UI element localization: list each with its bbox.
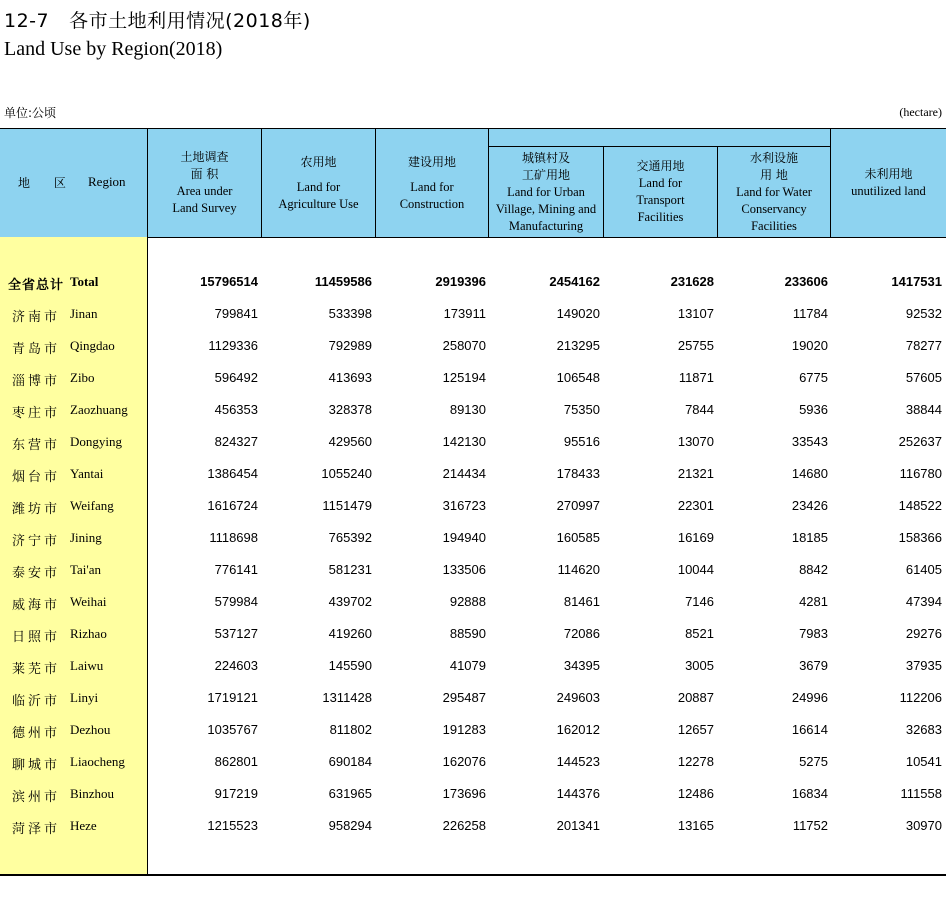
column-header-2 <box>261 129 375 237</box>
table-cell: 20887 <box>677 690 714 705</box>
table-cell: 439702 <box>328 594 372 609</box>
table-cell: 72086 <box>563 626 600 641</box>
table-cell: 8521 <box>685 626 714 641</box>
table-cell: 6775 <box>799 370 828 385</box>
table-cell: 316723 <box>442 498 486 513</box>
column-header-6 <box>717 146 830 237</box>
table-cell: 30970 <box>905 818 942 833</box>
table-cell: 95516 <box>563 434 600 449</box>
table-cell: 144523 <box>556 754 600 769</box>
table-cell: 16169 <box>677 530 714 545</box>
table-cell: 75350 <box>563 402 600 417</box>
table-cell: 776141 <box>214 562 258 577</box>
table-cell: 596492 <box>214 370 258 385</box>
table-cell: 226258 <box>442 818 486 833</box>
table-cell: 12657 <box>677 722 714 737</box>
region-name-cn: 临沂市 <box>12 694 61 709</box>
table-header <box>0 128 946 238</box>
table-cell: 231628 <box>670 274 714 289</box>
region-name-en: Total <box>70 274 99 289</box>
table-cell: 1719121 <box>207 690 258 705</box>
table-cell: 114620 <box>557 562 600 577</box>
table-cell: 111558 <box>900 786 942 801</box>
table-cell: 1215523 <box>207 818 258 833</box>
unit-label-en: (hectare) <box>899 105 942 119</box>
table-cell: 38844 <box>905 402 942 417</box>
table-cell: 162076 <box>442 754 486 769</box>
table-row <box>0 747 946 779</box>
region-name-en: Jinan <box>70 306 98 321</box>
region-name-cn: 济南市 <box>12 310 61 325</box>
column-header-6-cn1: 水利设施 <box>749 150 798 165</box>
table-cell: 413693 <box>328 370 372 385</box>
table-cell: 47394 <box>905 594 942 609</box>
table-cell: 13165 <box>677 818 714 833</box>
table-cell: 13107 <box>677 306 714 321</box>
table-cell: 14680 <box>791 466 828 481</box>
table-cell: 249603 <box>556 690 600 705</box>
table-cell: 11752 <box>792 818 828 833</box>
table-cell: 581231 <box>328 562 372 577</box>
table-cell: 2454162 <box>549 274 600 289</box>
region-name-en: Jining <box>70 530 102 545</box>
table-cell: 23426 <box>791 498 828 513</box>
table-cell: 144376 <box>556 786 600 801</box>
table-cell: 57605 <box>905 370 942 385</box>
region-name-cn: 菏泽市 <box>12 822 61 837</box>
table-cell: 16834 <box>791 786 828 801</box>
region-name-cn: 滨州市 <box>12 790 61 805</box>
column-header-7 <box>830 129 946 237</box>
column-header-6-en3: Facilities <box>751 218 797 233</box>
table-cell: 270997 <box>556 498 600 513</box>
table-row-total <box>0 267 946 299</box>
table-cell: 4281 <box>799 594 828 609</box>
table-cell: 78277 <box>905 338 942 353</box>
table-row <box>0 331 946 363</box>
table-cell: 149020 <box>556 306 600 321</box>
table-cell: 862801 <box>214 754 258 769</box>
table-cell: 958294 <box>328 818 372 833</box>
column-header-2-cn1: 农用地 <box>300 154 337 169</box>
unit-label-cn: 单位:公顷 <box>4 106 57 120</box>
region-name-cn: 枣庄市 <box>12 406 61 421</box>
region-name-en: Qingdao <box>70 338 115 353</box>
region-header-en: Region <box>88 174 126 189</box>
column-header-7-en1: unutilized land <box>851 184 926 198</box>
column-header-1-en1: Area under <box>176 184 233 198</box>
region-name-cn: 聊城市 <box>12 758 61 773</box>
table-cell: 61405 <box>905 562 942 577</box>
table-cell: 88590 <box>449 626 486 641</box>
table-row <box>0 715 946 747</box>
table-row <box>0 619 946 651</box>
column-header-3-en1: Land for <box>410 179 454 194</box>
region-name-cn: 东营市 <box>12 438 61 453</box>
table-cell: 25755 <box>677 338 714 353</box>
table-cell: 133506 <box>442 562 486 577</box>
table-cell: 34395 <box>563 658 600 673</box>
table-cell: 11459586 <box>314 274 372 289</box>
column-header-1-cn1: 土地调查 <box>180 150 229 164</box>
column-header-5-en1: Land for <box>638 176 683 190</box>
table-cell: 81461 <box>563 594 600 609</box>
table-cell: 1118698 <box>209 530 258 545</box>
table-row <box>0 587 946 619</box>
table-cell: 824327 <box>214 434 258 449</box>
table-cell: 1129336 <box>208 338 258 353</box>
table-cell: 158366 <box>898 530 942 545</box>
region-name-cn: 青岛市 <box>12 342 61 357</box>
header-span-group <box>488 129 830 146</box>
column-header-2-en2: Agriculture Use <box>278 196 359 211</box>
table-cell: 22301 <box>677 498 714 513</box>
table-cell: 194940 <box>442 530 486 545</box>
table-cell: 10541 <box>905 754 942 769</box>
table-cell: 765392 <box>328 530 372 545</box>
title-cn-text: 各市土地利用情况(2018年) <box>69 10 311 32</box>
table-cell: 11871 <box>678 370 714 385</box>
table-cell: 258070 <box>442 338 486 353</box>
table-cell: 456353 <box>214 402 258 417</box>
region-name-en: Heze <box>70 818 97 833</box>
column-header-4-en1: Land for Urban <box>507 184 585 199</box>
column-header-3 <box>375 129 488 237</box>
table-cell: 12278 <box>677 754 714 769</box>
table-cell: 631965 <box>328 786 372 801</box>
table-cell: 213295 <box>556 338 600 353</box>
table-cell: 792989 <box>328 338 372 353</box>
table-cell: 142130 <box>442 434 486 449</box>
region-name-cn: 泰安市 <box>12 566 61 581</box>
table-cell: 7983 <box>799 626 828 641</box>
table-cell: 5936 <box>799 402 828 417</box>
column-header-6-cn2: 用 地 <box>760 167 788 182</box>
table-row <box>0 363 946 395</box>
region-header <box>0 129 147 237</box>
column-header-1-en2: Land Survey <box>172 201 237 215</box>
table-cell: 32683 <box>905 722 942 737</box>
table-cell: 1311428 <box>322 690 372 705</box>
region-name-en: Binzhou <box>70 786 115 801</box>
table-cell: 328378 <box>328 402 372 417</box>
table-bottom-rule <box>0 874 946 876</box>
table-cell: 5275 <box>799 754 828 769</box>
table-cell: 19020 <box>791 338 828 353</box>
table-cell: 419260 <box>328 626 372 641</box>
column-header-5-en3: Facilities <box>637 210 684 224</box>
table-row <box>0 683 946 715</box>
column-header-1 <box>147 129 261 237</box>
table-cell: 12486 <box>677 786 714 801</box>
column-header-5-cn1: 交通用地 <box>636 159 685 173</box>
table-cell: 112206 <box>899 690 942 705</box>
table-cell: 7146 <box>685 594 714 609</box>
table-cell: 799841 <box>214 306 258 321</box>
table-row <box>0 491 946 523</box>
region-name-en: Rizhao <box>70 626 107 641</box>
table-cell: 16614 <box>791 722 828 737</box>
column-header-6-en2: Conservancy <box>741 201 807 216</box>
region-name-cn: 莱芜市 <box>12 662 61 677</box>
table-row <box>0 395 946 427</box>
table-cell: 92888 <box>449 594 486 609</box>
table-cell: 811802 <box>329 722 372 737</box>
table-cell: 3005 <box>685 658 714 673</box>
table-number: 12-7 <box>4 10 50 32</box>
table-cell: 173696 <box>442 786 486 801</box>
region-name-en: Dongying <box>70 434 122 449</box>
table-cell: 10044 <box>677 562 714 577</box>
table-cell: 214434 <box>442 466 486 481</box>
table-cell: 579984 <box>214 594 258 609</box>
column-header-4-cn1: 城镇村及 <box>521 150 570 165</box>
table-cell: 1035767 <box>207 722 258 737</box>
column-header-5-en2: Transport <box>636 193 685 207</box>
region-name-cn: 日照市 <box>12 630 61 645</box>
region-name-cn: 德州市 <box>12 726 61 741</box>
table-cell: 191283 <box>442 722 486 737</box>
table-cell: 13070 <box>677 434 714 449</box>
table-cell: 178433 <box>556 466 600 481</box>
table-cell: 41079 <box>449 658 486 673</box>
table-row <box>0 299 946 331</box>
table-cell: 233606 <box>784 274 828 289</box>
table-cell: 37935 <box>905 658 942 673</box>
column-header-4-en2: Village, Mining and <box>495 201 597 216</box>
region-name-en: Dezhou <box>70 722 111 737</box>
region-name-en: Liaocheng <box>70 754 125 769</box>
table-row <box>0 459 946 491</box>
region-name-cn: 烟台市 <box>12 470 61 485</box>
table-cell: 1616724 <box>207 498 258 513</box>
table-cell: 1417531 <box>891 274 942 289</box>
region-name-cn: 威海市 <box>12 598 61 613</box>
table-cell: 148522 <box>898 498 942 513</box>
table-cell: 3679 <box>799 658 828 673</box>
region-name-en: Zaozhuang <box>70 402 128 417</box>
table-cell: 125194 <box>442 370 486 385</box>
region-name-cn: 淄博市 <box>12 374 61 389</box>
region-name-cn: 济宁市 <box>12 534 61 549</box>
table-cell: 533398 <box>328 306 372 321</box>
table-row <box>0 427 946 459</box>
column-header-4-en3: Manufacturing <box>508 218 584 233</box>
table-cell: 917219 <box>214 786 258 801</box>
table-cell: 89130 <box>449 402 486 417</box>
table-cell: 29276 <box>905 626 942 641</box>
column-header-1-cn2: 面 积 <box>190 167 219 181</box>
table-cell: 1055240 <box>321 466 372 481</box>
column-header-4 <box>488 146 603 237</box>
column-header-4-cn2: 工矿用地 <box>521 167 570 182</box>
region-name-en: Linyi <box>70 690 99 705</box>
table-cell: 24996 <box>791 690 828 705</box>
column-header-7-cn1: 未利用地 <box>864 167 913 181</box>
table-cell: 224603 <box>214 658 258 673</box>
column-header-6-en1: Land for Water <box>736 184 812 199</box>
table-cell: 145590 <box>328 658 372 673</box>
table-cell: 11784 <box>792 306 828 321</box>
region-name-en: Zibo <box>70 370 95 385</box>
region-header-cn: 地 区 <box>18 176 76 190</box>
table-cell: 160585 <box>556 530 600 545</box>
column-header-3-cn1: 建设用地 <box>407 154 456 169</box>
table-row <box>0 811 946 843</box>
table-cell: 162012 <box>556 722 600 737</box>
table-cell: 106548 <box>556 370 600 385</box>
column-header-3-en2: Construction <box>399 196 465 211</box>
region-name-en: Tai'an <box>70 562 102 577</box>
table-cell: 33543 <box>791 434 828 449</box>
column-header-5 <box>603 146 717 237</box>
table-cell: 7844 <box>685 402 714 417</box>
table-cell: 18185 <box>791 530 828 545</box>
table-row <box>0 651 946 683</box>
table-cell: 92532 <box>905 306 942 321</box>
table-row <box>0 779 946 811</box>
table-row <box>0 523 946 555</box>
region-name-en: Laiwu <box>70 658 104 673</box>
table-cell: 116780 <box>899 466 942 481</box>
table-cell: 15796514 <box>200 274 258 289</box>
table-cell: 252637 <box>898 434 942 449</box>
table-cell: 295487 <box>442 690 486 705</box>
page-title-cn <box>4 6 311 33</box>
table-cell: 201341 <box>556 818 600 833</box>
table-cell: 21321 <box>677 466 714 481</box>
region-name-en: Weihai <box>70 594 107 609</box>
region-name-en: Yantai <box>70 466 104 481</box>
table-cell: 173911 <box>443 306 486 321</box>
table-cell: 429560 <box>328 434 372 449</box>
table-cell: 537127 <box>214 626 258 641</box>
page-title-en: Land Use by Region(2018) <box>4 38 223 60</box>
table-row <box>0 555 946 587</box>
table-cell: 8842 <box>799 562 828 577</box>
region-name-en: Weifang <box>70 498 114 513</box>
column-header-2-en1: Land for <box>296 179 341 194</box>
table-cell: 1151479 <box>322 498 372 513</box>
table-cell: 2919396 <box>435 274 486 289</box>
table-cell: 690184 <box>328 754 372 769</box>
region-name-cn: 潍坊市 <box>12 502 61 517</box>
region-name-cn: 全省总计 <box>8 278 65 293</box>
table-cell: 1386454 <box>207 466 258 481</box>
